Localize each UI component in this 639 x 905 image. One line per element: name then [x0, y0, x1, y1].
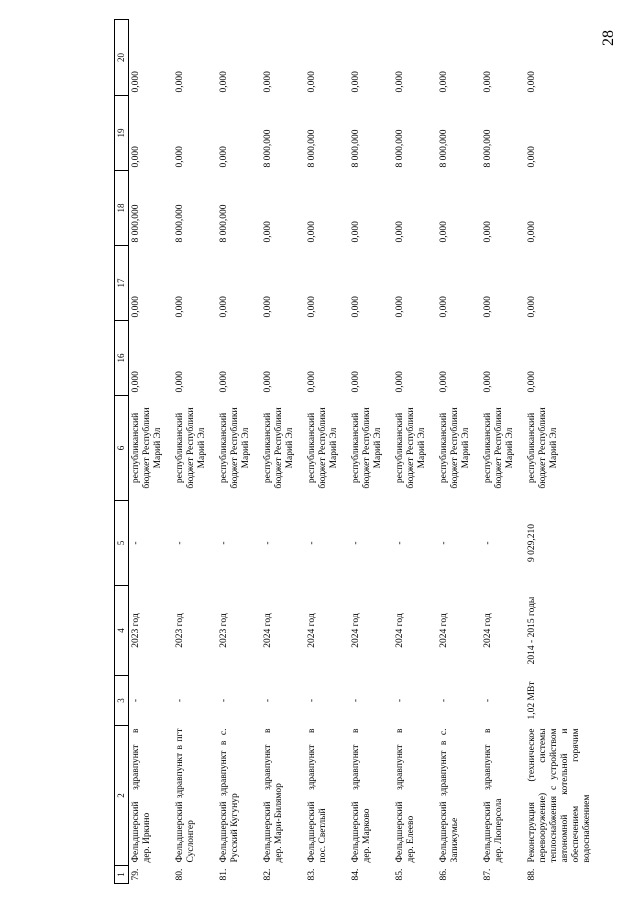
- value-cell: 0,000: [174, 71, 185, 93]
- funding-source-cell: республиканский бюджет Республики Марий Эл: [438, 407, 471, 489]
- col-header: 18: [115, 171, 129, 246]
- table-row: [173, 20, 217, 884]
- object-name: Реконструкция (техническое перевооружение) системы теплоснабжения с устройством автономной котельной и обеспечением горячим водоснабжением: [526, 728, 592, 863]
- row-number: 85.: [394, 868, 405, 881]
- value-cell: 0,000: [306, 221, 317, 243]
- period-cell: 2023 год: [131, 613, 141, 648]
- value-cell: 8 000,000: [262, 129, 273, 168]
- capacity-cell: -: [218, 698, 229, 703]
- capacity-cell: -: [482, 698, 493, 703]
- cost-cell: -: [350, 541, 361, 545]
- funding-source-cell: республиканский бюджет Республики Марий Эл: [394, 407, 427, 489]
- col-header: 1: [115, 866, 129, 884]
- value-cell: 0,000: [482, 221, 493, 243]
- period-cell: 2024 год: [394, 613, 405, 648]
- value-cell: 0,000: [438, 71, 449, 93]
- object-name: Фельдшерский здравпункт в с. Запижумье: [438, 728, 460, 863]
- cost-cell: -: [394, 541, 405, 545]
- object-name: Фельдшерский здравпункт в с. Русский Кугунур: [218, 728, 240, 863]
- value-cell: 0,000: [526, 146, 537, 168]
- value-cell: 8 000,000: [218, 204, 229, 243]
- capacity-cell: -: [262, 698, 273, 703]
- row-number: 79.: [131, 868, 141, 881]
- table-row: [129, 20, 173, 884]
- row-number: 80.: [174, 868, 185, 881]
- cost-cell: -: [438, 541, 449, 545]
- period-cell: 2023 год: [218, 613, 229, 648]
- table-row: [481, 20, 525, 884]
- value-cell: 0,000: [218, 146, 229, 168]
- row-number: 87.: [482, 868, 493, 881]
- row-number: 83.: [306, 868, 317, 881]
- value-cell: 0,000: [394, 371, 405, 393]
- value-cell: 0,000: [131, 71, 141, 93]
- row-number: 88.: [526, 868, 537, 881]
- row-number: 81.: [218, 868, 229, 881]
- value-cell: 0,000: [526, 221, 537, 243]
- period-cell: 2024 год: [306, 613, 317, 648]
- value-cell: 0,000: [262, 371, 273, 393]
- period-cell: 2014 - 2015 годы: [526, 596, 537, 665]
- col-header: 2: [115, 726, 129, 866]
- object-name: Фельдшерский здравпункт в дер. Мари-Билямор: [262, 728, 284, 863]
- col-header: 4: [115, 586, 129, 676]
- capacity-cell: -: [394, 698, 405, 703]
- value-cell: 0,000: [438, 371, 449, 393]
- table-row: [217, 20, 261, 884]
- value-cell: 0,000: [482, 296, 493, 318]
- value-cell: 0,000: [350, 296, 361, 318]
- row-number: 82.: [262, 868, 273, 881]
- object-name: Фельдшерский здравпункт в дер. Елеево: [394, 728, 416, 863]
- cost-cell: -: [306, 541, 317, 545]
- col-header: 5: [115, 501, 129, 586]
- value-cell: 0,000: [218, 296, 229, 318]
- capacity-cell: -: [306, 698, 317, 703]
- value-cell: 0,000: [306, 71, 317, 93]
- value-cell: 0,000: [482, 371, 493, 393]
- capacity-cell: -: [131, 698, 141, 703]
- col-header: 20: [115, 20, 129, 96]
- value-cell: 0,000: [174, 371, 185, 393]
- cost-cell: 9 029,210: [526, 524, 537, 562]
- funding-source-cell: республиканский бюджет Республики Марий Эл: [350, 407, 383, 489]
- value-cell: 0,000: [174, 146, 185, 168]
- value-cell: 0,000: [394, 296, 405, 318]
- value-cell: 0,000: [131, 296, 141, 318]
- col-header: 17: [115, 246, 129, 321]
- value-cell: 8 000,000: [438, 129, 449, 168]
- table-body: [129, 20, 639, 884]
- capacity-cell: -: [350, 698, 361, 703]
- capacity-cell: -: [174, 698, 185, 703]
- table-row: [393, 20, 437, 884]
- value-cell: 0,000: [526, 71, 537, 93]
- value-cell: 0,000: [306, 296, 317, 318]
- value-cell: 0,000: [306, 371, 317, 393]
- table-row: [525, 20, 639, 884]
- col-header: 3: [115, 676, 129, 726]
- value-cell: 0,000: [218, 371, 229, 393]
- header-row: [115, 20, 129, 884]
- value-cell: 0,000: [394, 221, 405, 243]
- col-header: 6: [115, 396, 129, 501]
- table-row: [305, 20, 349, 884]
- period-cell: 2024 год: [350, 613, 361, 648]
- capacity-cell: 1,02 МВт: [526, 681, 537, 720]
- table-row: [349, 20, 393, 884]
- col-header: 16: [115, 321, 129, 396]
- value-cell: 0,000: [438, 296, 449, 318]
- value-cell: 8 000,000: [482, 129, 493, 168]
- object-name: Фельдшерский здравпункт в дер. Марково: [350, 728, 372, 863]
- period-cell: 2024 год: [438, 613, 449, 648]
- row-number: 84.: [350, 868, 361, 881]
- cost-cell: -: [482, 541, 493, 545]
- object-name: Фельдшерский здравпункт в дер. Люперсола: [482, 728, 504, 863]
- object-name: Фельдшерский здравпункт в дер. Иркино: [131, 728, 152, 863]
- value-cell: 0,000: [131, 371, 141, 393]
- rotated-table-page: [114, 20, 602, 884]
- period-cell: 2024 год: [482, 613, 493, 648]
- value-cell: 0,000: [482, 71, 493, 93]
- funding-source-cell: республиканский бюджет Республики Марий Эл: [218, 407, 251, 489]
- value-cell: 0,000: [526, 371, 537, 393]
- budget-table: [114, 19, 639, 884]
- funding-source-cell: республиканский бюджет Республики Марий Эл: [174, 407, 207, 489]
- value-cell: 8 000,000: [306, 129, 317, 168]
- cost-cell: -: [218, 541, 229, 545]
- value-cell: 8 000,000: [131, 204, 141, 243]
- col-header: 19: [115, 96, 129, 171]
- value-cell: 0,000: [174, 296, 185, 318]
- period-cell: 2024 год: [262, 613, 273, 648]
- value-cell: 0,000: [394, 71, 405, 93]
- value-cell: 0,000: [350, 221, 361, 243]
- object-name: Фельдшерский здравпункт в пгт Суслонгер: [174, 728, 196, 863]
- value-cell: 0,000: [350, 371, 361, 393]
- value-cell: 8 000,000: [174, 204, 185, 243]
- value-cell: 0,000: [526, 296, 537, 318]
- period-cell: 2023 год: [174, 613, 185, 648]
- page-number: 28: [600, 30, 617, 46]
- value-cell: 0,000: [262, 71, 273, 93]
- table-row: [261, 20, 305, 884]
- funding-source-cell: республиканский бюджет Республики Марий Эл: [131, 407, 163, 489]
- value-cell: 8 000,000: [350, 129, 361, 168]
- cost-cell: -: [174, 541, 185, 545]
- funding-source-cell: республиканский бюджет Республики Марий Эл: [306, 407, 339, 489]
- value-cell: 0,000: [131, 146, 141, 168]
- funding-source-cell: республиканский бюджет Республики Марий Эл: [526, 407, 559, 489]
- value-cell: 0,000: [350, 71, 361, 93]
- object-name: Фельдшерский здравпункт в пос. Светлый: [306, 728, 328, 863]
- funding-source-cell: республиканский бюджет Республики Марий Эл: [262, 407, 295, 489]
- value-cell: 0,000: [438, 221, 449, 243]
- value-cell: 0,000: [262, 221, 273, 243]
- value-cell: 0,000: [262, 296, 273, 318]
- cost-cell: -: [262, 541, 273, 545]
- cost-cell: -: [131, 541, 141, 545]
- table-row: [437, 20, 481, 884]
- value-cell: 8 000,000: [394, 129, 405, 168]
- funding-source-cell: республиканский бюджет Республики Марий Эл: [482, 407, 515, 489]
- value-cell: 0,000: [218, 71, 229, 93]
- capacity-cell: -: [438, 698, 449, 703]
- row-number: 86.: [438, 868, 449, 881]
